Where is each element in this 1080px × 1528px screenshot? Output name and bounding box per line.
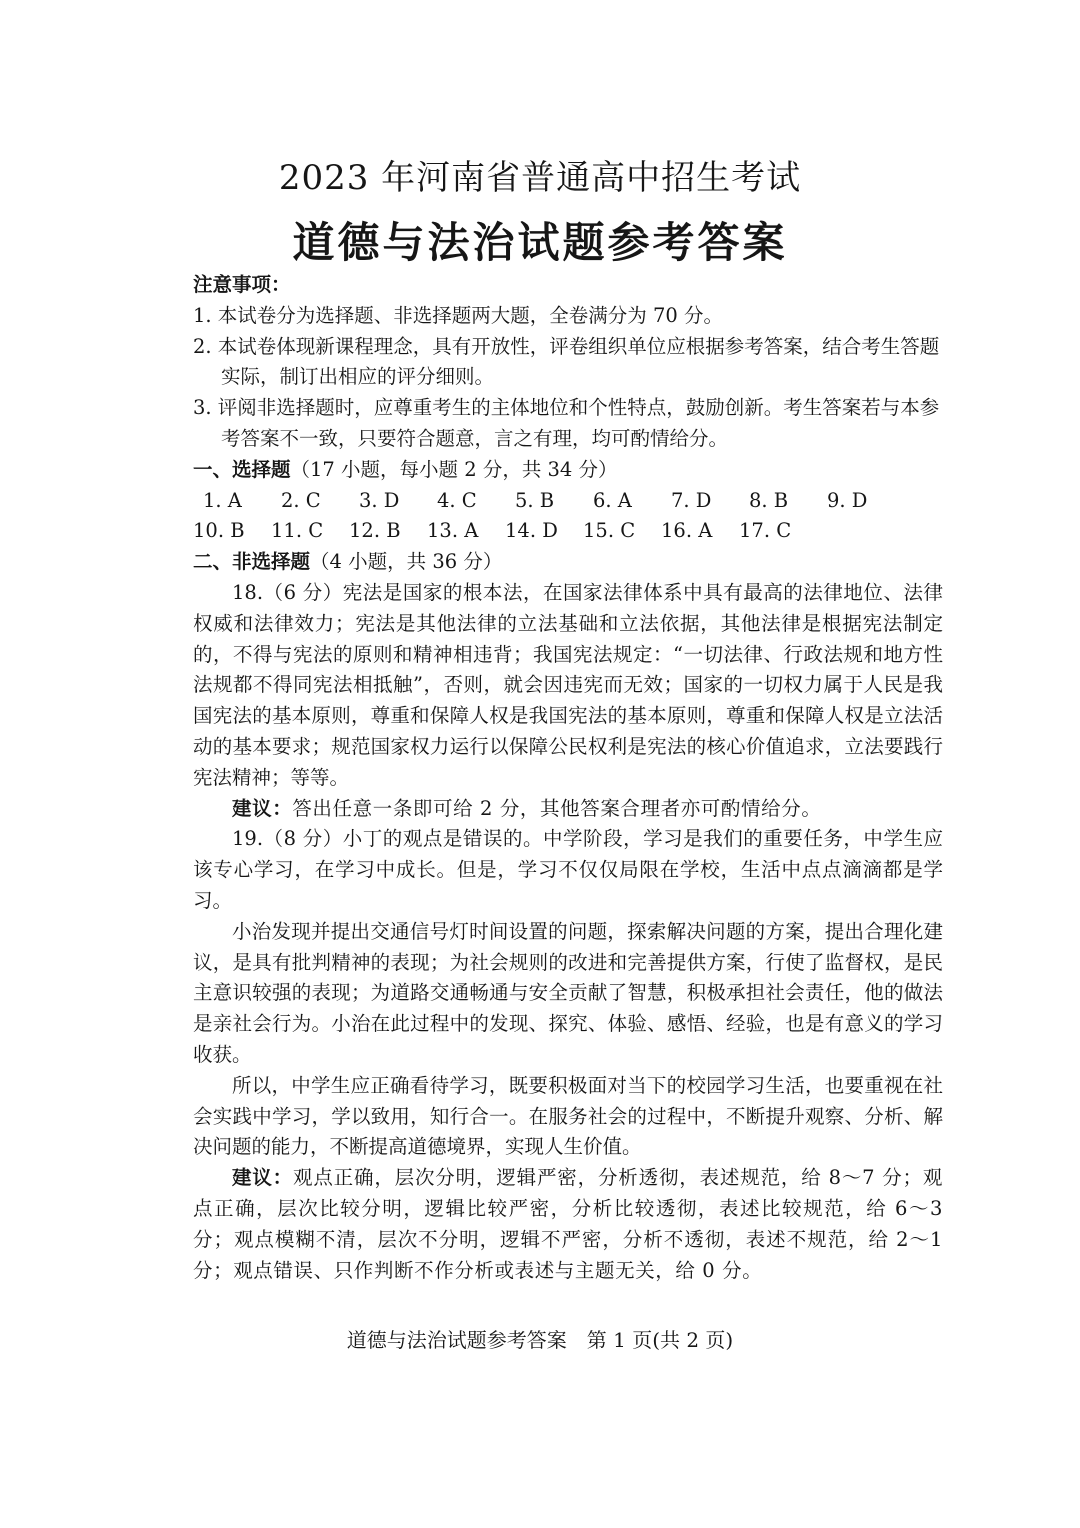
question-18-answer: 18.（6 分）宪法是国家的根本法，在国家法律体系中具有最高的法律地位、法律权威和法律效力；宪法是其他法律的立法基础和立法依据，其他法律是根据宪法制定的，不得与宪法的原则和精神相违背；我国宪法规定：“一切法律、行政法规和地方性法规都不得同宪法相抵触”，否则，就会因违宪而无效；国家的一切权力属于人民是我国宪法的基本原则，尊重和保障人权是我国宪法的基本原则，尊重和保障人权是立法活动的基本要求；规范国家权力运行以保障公民权利是宪法的核心价值追求，立法要践行宪法精神；等等。 [193, 580, 943, 789]
suggestion-label: 建议： [232, 1166, 293, 1190]
notice-heading: 注意事项： [193, 273, 291, 296]
answer-item: 14. D [505, 519, 558, 543]
question-19-paragraph-3: 所以，中学生应正确看待学习，既要积极面对当下的校园学习生活，也要重视在社会实践中学习，学以致用，知行合一。在服务社会的过程中，不断提升观察、分析、解决问题的能力，不断提高道德境界，实现人生价值。 [193, 1073, 943, 1159]
answer-item: 12. B [349, 519, 401, 543]
notice-item-2: 2. 本试卷体现新课程理念，具有开放性，评卷组织单位应根据参考答案，结合考生答题实际，制订出相应的评分细则。 [193, 334, 940, 389]
suggestion-text: 答出任意一条即可给 2 分，其他答案合理者亦可酌情给分。 [292, 796, 822, 820]
answer-item: 3. D [359, 488, 400, 512]
answer-item: 6. A [593, 488, 632, 512]
section-2-label: 二、非选择题 [193, 550, 311, 574]
answer-item: 16. A [661, 519, 713, 543]
exam-title: 2023 年河南省普通高中招生考试 [278, 158, 802, 198]
section-1-note: （17 小题，每小题 2 分，共 34 分） [290, 457, 618, 481]
answer-row-1 [193, 486, 943, 517]
answer-row-2 [193, 516, 943, 547]
answer-item: 7. D [671, 488, 712, 512]
content-body [193, 270, 943, 1286]
answer-item: 13. A [427, 519, 479, 543]
section-2-heading [193, 547, 943, 578]
page-footer: 道德与法治试题参考答案 第 1 页(共 2 页) [346, 1328, 734, 1352]
suggestion-text: 观点正确，层次分明，逻辑严密，分析透彻，表述规范，给 8～7 分；观点正确，层次比较分明，逻辑比较严密，分析比较透彻，表述比较规范，给 6～3 分；观点模糊不清，层次不分明，逻辑不严密，分析不透彻，表述不规范，给 2～1 分；观点错误、只作判断不作分析或表述与主题无关，给 0 分。 [193, 1166, 943, 1282]
notice-item-3: 3. 评阅非选择题时，应尊重考生的主体地位和个性特点，鼓励创新。考生答案若与本参考答案不一致，只要符合题意，言之有理，均可酌情给分。 [193, 396, 940, 450]
answer-item: 15. C [583, 519, 636, 543]
answer-item: 17. C [739, 519, 792, 543]
question-18-suggestion [193, 794, 943, 825]
section-1-heading [193, 455, 943, 486]
question-19-paragraph-2: 小治发现并提出交通信号灯时间设置的问题，探索解决问题的方案，提出合理化建议，是具有批判精神的表现；为社会规则的改进和完善提供方案，行使了监督权，是民主意识较强的表现；为道路交通畅通与安全贡献了智慧，积极承担社会责任，他的做法是亲社会行为。小治在此过程中的发现、探究、体验、感悟、经验，也是有意义的学习收获。 [193, 919, 943, 1066]
answer-item: 2. C [281, 488, 321, 512]
suggestion-label: 建议： [232, 796, 293, 820]
answer-item: 11. C [271, 519, 324, 543]
answer-item: 10. B [193, 519, 245, 543]
question-19-paragraph-1: 19.（8 分）小丁的观点是错误的。中学阶段，学习是我们的重要任务，中学生应该专心学习，在学习中成长。但是，学习不仅仅局限在学校，生活中点点滴滴都是学习。 [193, 827, 943, 912]
section-2-note: （4 小题，共 36 分） [310, 550, 503, 574]
answer-item: 9. D [827, 488, 868, 512]
notice-item-1: 1. 本试卷分为选择题、非选择题两大题，全卷满分为 70 分。 [193, 303, 724, 327]
answer-item: 8. B [749, 488, 789, 512]
question-19-suggestion [193, 1163, 943, 1286]
answer-key-title: 道德与法治试题参考答案 [292, 218, 788, 267]
answer-item: 4. C [437, 488, 477, 512]
answer-item: 5. B [515, 488, 555, 512]
answer-item: 1. A [203, 488, 242, 512]
section-1-label: 一、选择题 [193, 457, 291, 481]
